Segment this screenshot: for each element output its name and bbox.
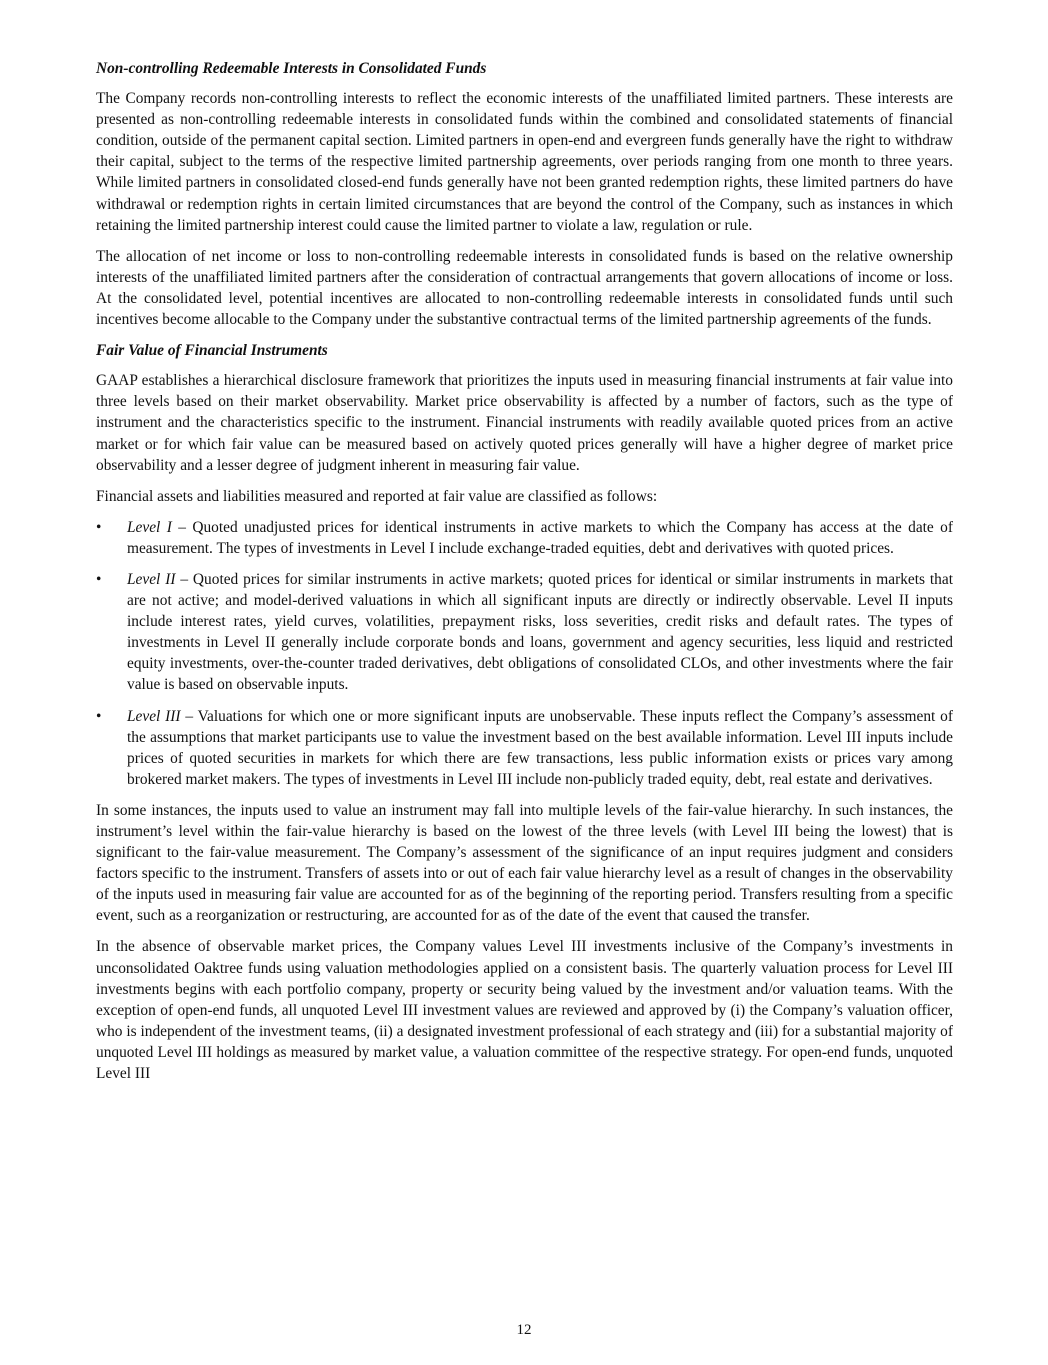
level-3-name: Level III	[127, 707, 181, 725]
fair-value-paragraph-4: In the absence of observable market prices, the Company values Level III investments inclusive of the Company’s investments in unconsolidated Oaktree funds using valuation methodologies applied on a consistent basis. The quarterly valuation process for Level III investments begins with each portfolio company, property or security being valued by the investment and/or valuation teams. With the exception of open-end funds, all unquoted Level III investment values are reviewed and approved by (i) the Company’s valuation officer, who is independent of the investment teams, (ii) a designated investment professional of each strategy and (iii) for a substantial majority of unquoted Level III holdings as measured by market value, a valuation committee of the respective strategy. For open-end funds, unquoted Level III	[96, 938, 953, 1083]
document-body	[96, 58, 953, 1094]
fair-value-levels-list	[96, 517, 953, 790]
fair-value-paragraph-2: Financial assets and liabilities measured and reported at fair value are classified as follows:	[96, 487, 658, 505]
level-1-name: Level I	[127, 518, 172, 536]
level-1-text: – Quoted unadjusted prices for identical instruments in active markets to which the Company has access at the date of measurement. The types of investments in Level I include exchange-traded equities, debt and derivatives with quoted prices.	[127, 518, 953, 557]
section-heading-fair-value: Fair Value of Financial Instruments	[96, 342, 328, 360]
bullet-icon: •	[96, 707, 102, 725]
ncri-paragraph-2: The allocation of net income or loss to non-controlling redeemable interests in consolidated funds is based on the relative ownership interests of the unaffiliated limited partners after the consideration of contractual arrangements that govern allocations of income or loss. At the consolidated level, potential incentives are allocated to non-controlling redeemable interests in consolidated funds until such incentives become allocable to the Company under the substantive contractual terms of the limited partnership agreements of the funds.	[96, 247, 953, 329]
page-number: 12	[516, 1322, 532, 1338]
fair-value-paragraph-3: In some instances, the inputs used to value an instrument may fall into multiple levels of the fair-value hierarchy. In such instances, the instrument’s level within the fair-value hierarchy is based on the lowest of the three levels (with Level III being the lowest) that is significant to the fair-value measurement. The Company’s assessment of the significance of an input requires judgment and considers factors specific to the instrument. Transfers of assets into or out of each fair value hierarchy level as a result of changes in the observability of the inputs used in measuring fair value are accounted for as of the beginning of the reporting period. Transfers resulting from a specific event, such as a reorganization or restructuring, are accounted for as of the date of the event that caused the transfer.	[96, 801, 953, 925]
bullet-icon: •	[96, 518, 102, 536]
level-3-text: – Valuations for which one or more significant inputs are unobservable. These inputs reflect the Company’s assessment of the assumptions that market participants use to value the investment based on the best available information. Level III inputs include prices of quoted securities in markets for which there are few transactions, less public information exists or prices vary among brokered market makers. The types of investments in Level III include non-publicly traded equity, debt, real estate and derivatives.	[127, 707, 953, 788]
level-2-name: Level II	[127, 570, 176, 588]
ncri-paragraph-1: The Company records non-controlling interests to reflect the economic interests of the unaffiliated limited partners. These interests are presented as non-controlling redeemable interests in consolidated funds within the combined and consolidated statements of financial condition, outside of the permanent capital section. Limited partners in open-end and evergreen funds generally have the right to withdraw their capital, subject to the terms of the respective limited partnership agreements, over periods ranging from one month to three years. While limited partners in consolidated closed-end funds generally have not been granted redemption rights, these limited partners do have withdrawal or redemption rights in certain limited circumstances that are beyond the control of the Company, such as instances in which retaining the limited partnership interest could cause the limited partner to violate a law, regulation or rule.	[96, 90, 953, 234]
level-2-item	[96, 569, 953, 696]
level-2-text: – Quoted prices for similar instruments in active markets; quoted prices for identical or similar instruments in markets that are not active; and model-derived valuations in which all significant inputs are directly or indirectly observable. Level II inputs include interest rates, yield curves, volatilities, prepayment risks, loss severities, credit risks and default rates. The types of investments in Level II generally include corporate bonds and loans, government and agency securities, less liquid and restricted equity investments, over-the-counter traded derivatives, debt obligations of consolidated CLOs, and other investments where the fair value is based on observable inputs.	[127, 570, 953, 694]
section-heading-ncri: Non-controlling Redeemable Interests in Consolidated Funds	[96, 60, 487, 77]
fair-value-paragraph-1: GAAP establishes a hierarchical disclosure framework that prioritizes the inputs used in measuring financial instruments at fair value into three levels based on their market observability. Market price observability is affected by a number of factors, such as the type of instrument and the characteristics specific to the instrument. Financial instruments with readily available quoted prices from an active market or for which fair value can be measured based on actively quoted prices generally will have a higher degree of market price observability and a lesser degree of judgment inherent in measuring fair value.	[96, 372, 953, 474]
level-1-item	[96, 517, 953, 559]
level-3-item	[96, 706, 953, 790]
bullet-icon: •	[96, 570, 102, 588]
